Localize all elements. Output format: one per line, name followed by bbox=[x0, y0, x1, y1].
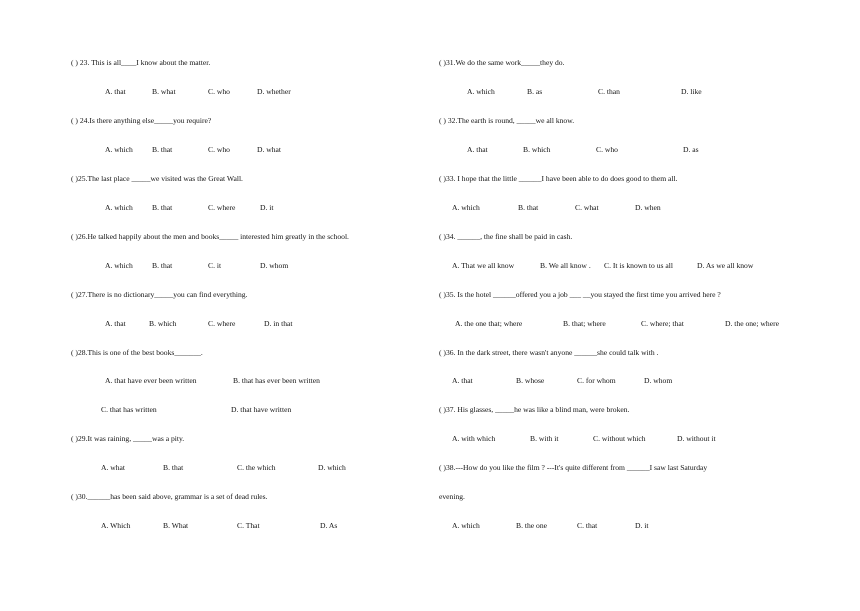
option-a: A. which bbox=[105, 261, 133, 270]
question-stem: ( ) 32.The earth is round, _____we all know. bbox=[439, 116, 575, 125]
option-c: C. without which bbox=[593, 434, 646, 443]
option-c: C. That bbox=[237, 521, 260, 530]
option-d: D. the one; where bbox=[725, 319, 779, 328]
option-b: B. that bbox=[163, 463, 184, 472]
option-c: C. it bbox=[208, 261, 222, 270]
question-stem: ( )30.______has been said above, grammar is a set of dead rules. bbox=[71, 492, 268, 501]
option-a: A. the one that; where bbox=[455, 319, 523, 328]
option-b: B. We all know . bbox=[540, 261, 591, 270]
question-stem: ( )33. I hope that the little ______I have been able to do does good to them all. bbox=[439, 174, 678, 183]
option-d: D. when bbox=[635, 203, 661, 212]
question-stem: ( )29.It was raining, _____was a pity. bbox=[71, 434, 185, 443]
option-a: A. That we all know bbox=[452, 261, 515, 270]
option-a: A. which bbox=[467, 87, 495, 96]
option-d: D. it bbox=[260, 203, 274, 212]
option-a: A. which bbox=[105, 203, 133, 212]
option-b: B. that bbox=[152, 145, 173, 154]
option-b: B. that bbox=[152, 261, 173, 270]
option-b: B. that; where bbox=[563, 319, 606, 328]
option-a: A. which bbox=[452, 521, 480, 530]
option-c: C. the which bbox=[237, 463, 276, 472]
option-c: C. who bbox=[208, 145, 230, 154]
option-d: D. As bbox=[320, 521, 338, 530]
option-d: D. in that bbox=[264, 319, 293, 328]
question-stem: ( ) 24.Is there anything else_____you require? bbox=[71, 116, 212, 125]
option-c: C. It is known to us all bbox=[604, 261, 673, 270]
option-a: A. which bbox=[452, 203, 480, 212]
option-d: D. as bbox=[683, 145, 699, 154]
option-d: D. whom bbox=[260, 261, 289, 270]
question-stem: ( ) 23. This is all____I know about the matter. bbox=[71, 58, 211, 67]
option-a: A. that bbox=[467, 145, 488, 154]
option-c: C. that bbox=[577, 521, 598, 530]
option-b: B. that bbox=[152, 203, 173, 212]
option-d: D. that have written bbox=[231, 405, 292, 414]
option-c: C. for whom bbox=[577, 376, 616, 385]
option-c: C. who bbox=[208, 87, 230, 96]
option-d: D. As we all know bbox=[697, 261, 754, 270]
option-d: D. without it bbox=[677, 434, 716, 443]
question-stem: ( )36. In the dark street, there wasn't anyone ______she could talk with . bbox=[439, 348, 659, 357]
option-b: B. what bbox=[152, 87, 176, 96]
option-b: B. with it bbox=[530, 434, 559, 443]
option-b: B. the one bbox=[516, 521, 548, 530]
question-stem: ( )28.This is one of the best books_______. bbox=[71, 348, 203, 357]
option-b: B. as bbox=[527, 87, 543, 96]
option-b: B. that bbox=[518, 203, 539, 212]
option-a: A. Which bbox=[101, 521, 131, 530]
option-d: D. what bbox=[257, 145, 282, 154]
option-c: C. than bbox=[598, 87, 620, 96]
option-b: B. which bbox=[149, 319, 177, 328]
option-d: D. whether bbox=[257, 87, 291, 96]
option-b: B. What bbox=[163, 521, 189, 530]
option-d: D. like bbox=[681, 87, 702, 96]
option-a: A. which bbox=[105, 145, 133, 154]
option-b: B. which bbox=[523, 145, 551, 154]
option-c: C. where bbox=[208, 319, 236, 328]
option-c: C. that has written bbox=[101, 405, 157, 414]
question-stem: ( )38.---How do you like the film ? ---It's quite different from ______I saw last Saturday bbox=[439, 463, 708, 472]
option-c: C. where bbox=[208, 203, 236, 212]
option-c: C. what bbox=[575, 203, 599, 212]
option-a: A. with which bbox=[452, 434, 496, 443]
option-a: A. that bbox=[452, 376, 473, 385]
question-stem: ( )27.There is no dictionary_____you can find everything. bbox=[71, 290, 248, 299]
question-stem: ( )31.We do the same work_____they do. bbox=[439, 58, 565, 67]
option-c: C. who bbox=[596, 145, 618, 154]
option-a: A. that bbox=[105, 319, 126, 328]
question-stem: ( )37. His glasses, _____he was like a blind man, were broken. bbox=[439, 405, 630, 414]
question-stem: ( )34. ______, the fine shall be paid in cash. bbox=[439, 232, 573, 241]
option-d: D. whom bbox=[644, 376, 673, 385]
option-b: B. whose bbox=[516, 376, 545, 385]
option-a: A. that have ever been written bbox=[105, 376, 197, 385]
question-stem: ( )25.The last place _____we visited was the Great Wall. bbox=[71, 174, 243, 183]
option-a: A. that bbox=[105, 87, 126, 96]
option-c: C. where; that bbox=[641, 319, 684, 328]
option-d: D. which bbox=[318, 463, 346, 472]
option-b: B. that has ever been written bbox=[233, 376, 320, 385]
question-stem: ( )26.He talked happily about the men and books_____ interested him greatly in the school. bbox=[71, 232, 349, 241]
question-stem: ( )35. Is the hotel ______offered you a job ___ __you stayed the first time you arrived here ? bbox=[439, 290, 721, 299]
option-a: A. what bbox=[101, 463, 126, 472]
question-stem-continued: evening. bbox=[439, 492, 465, 501]
option-d: D. it bbox=[635, 521, 649, 530]
